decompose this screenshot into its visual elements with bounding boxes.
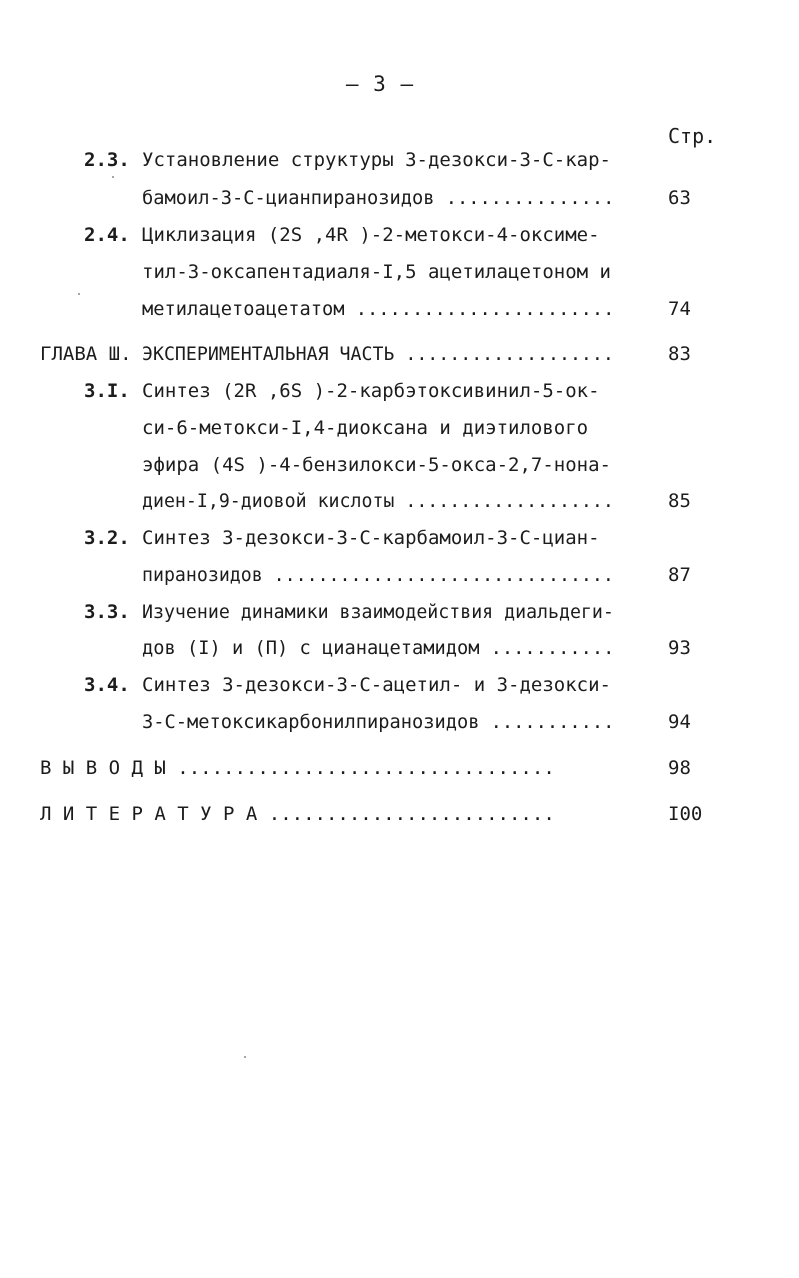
toc-entry-page: 94 [668,711,691,733]
toc-conclusions: В Ы В О Д Ы ................................. [40,757,555,779]
toc-references: Л И Т Е Р А Т У Р А ......................... [40,803,555,825]
toc-entry-page: 98 [668,757,691,779]
scan-speck [244,1056,246,1058]
toc-entry-line: си-6-метокси-I,4-диоксана и диэтилового [142,417,589,439]
toc-entry-line: бамоил-3-С-цианпиранозидов ............... [142,187,615,209]
scan-speck [78,293,80,295]
toc-entry-page: 83 [668,343,691,365]
toc-entry-line: пиранозидов ............................... [142,564,614,586]
toc-chapter-title: ЭКСПЕРИМЕНТАЛЬНАЯ ЧАСТЬ ................... [142,343,614,365]
page-number: – 3 – [345,72,415,96]
toc-entry-number: 2.3. [84,149,130,171]
toc-entry-page: 63 [668,187,691,209]
toc-entry-page: I00 [668,803,703,825]
toc-entry-line: эфира (4S )-4-бензилокси-5-окса-2,7-нона- [142,454,611,476]
toc-entry-number: 3.3. [84,601,130,623]
toc-entry-line: Синтез (2R ,6S )-2-карбэтоксивинил-5-ок- [142,380,600,402]
toc-entry-number: 2.4. [84,224,130,246]
toc-entry-line: Синтез 3-дезокси-3-С-карбамоил-3-С-циан- [142,527,600,549]
toc-entry-page: 85 [668,490,691,512]
toc-entry-line: Циклизация (2S ,4R )-2-метокси-4-оксиме- [142,224,600,246]
toc-entry-page: 87 [668,564,691,586]
toc-entry-line: Изучение динамики взаимодействия диальдеги- [142,601,614,623]
toc-entry-number: 3.4. [84,674,130,696]
toc-entry-number: 3.I. [84,380,130,402]
toc-chapter-number: ГЛАВА Ш. [40,343,132,365]
toc-entry-line: метилацетоацетатом ....................... [142,298,615,320]
page-column-header: Стр. [668,124,717,148]
toc-entry-line: Синтез 3-дезокси-3-С-ацетил- и 3-дезокси- [142,674,611,696]
toc-entry-line: дов (I) и (П) с цианацетамидом ........... [142,637,615,659]
toc-entry-line: диен-I,9-диовой кислоты ................... [142,490,614,512]
toc-entry-line: Установление структуры 3-дезокси-3-С-кар- [142,149,611,171]
scan-speck [112,176,114,178]
toc-entry-page: 74 [668,298,691,320]
toc-entry-number: 3.2. [84,527,130,549]
toc-entry-page: 93 [668,637,691,659]
toc-entry-line: 3-С-метоксикарбонилпиранозидов ........... [142,711,615,733]
toc-entry-line: тил-3-оксапентадиаля-I,5 ацетилацетоном и [142,261,611,283]
